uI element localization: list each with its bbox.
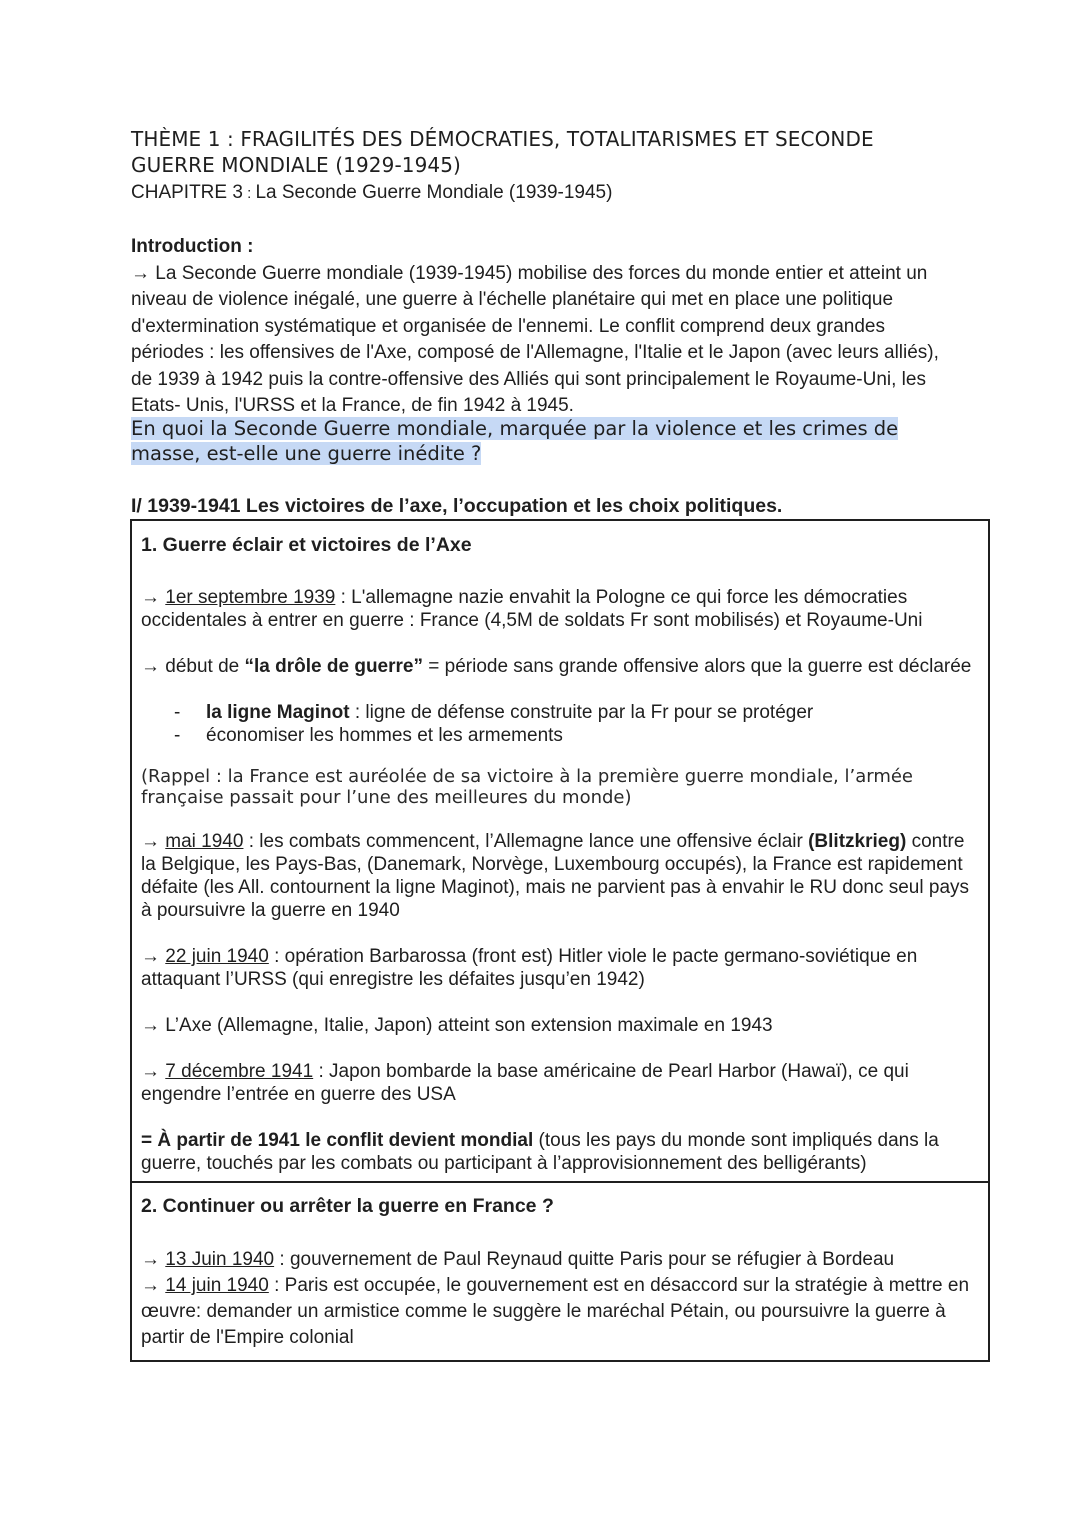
question-line1: En quoi la Seconde Guerre mondiale, marquée par la violence et les crimes de <box>131 417 899 440</box>
part1-box <box>130 519 990 1182</box>
theme-title <box>131 126 951 178</box>
bold-ligne-maginot: la ligne Maginot <box>206 702 350 723</box>
text-conflit-mondial: (tous les pays du monde sont impliqués dans la guerre, touchés par les combats ou participant à l’approvisionnement des belligérants) <box>141 1130 939 1174</box>
date-juin-1940: 22 juin 1940 <box>165 946 269 967</box>
chapter-title <box>131 181 612 206</box>
text-drole: = période sans grande offensive alors que la guerre est déclarée <box>422 656 972 677</box>
paragraph-juin-1940 <box>141 945 981 991</box>
date-dec-1941: 7 décembre 1941 <box>165 1061 314 1082</box>
part2-title: 2. Continuer ou arrêter la guerre en France ? <box>141 1195 554 1217</box>
rappel-note: (Rappel : la France est auréolée de sa victoire à la première guerre mondiale, l’armée française passait pour l’une des meilleures du monde) <box>141 766 913 808</box>
introduction-body: → La Seconde Guerre mondiale (1939-1945) mobilise des forces du monde entier et atteint un niveau de violence inégalé, une guerre à l'échelle planétaire qui met en place une politique d'extermination systématique et organisée de l'ennemi. Le conflit comprend deux grandes périodes : les offensives de l'Axe, composé de l'Allemagne, l'Italie et le Japon (avec leurs alliés), de 1939 à 1942 puis la contre-offensive des Alliés qui sont principalement le Royaume-Uni, les Etats- Unis, l'URSS et la France, de fin 1942 à 1945. <box>131 262 939 416</box>
text-14-juin: : Paris est occupée, le gouvernement est en désaccord sur la stratégie à mettre en œuvre: demander un armistice comme le suggère le maréchal Pétain, ou poursuivre la guerre à partir de l'Empire colonial <box>141 1275 970 1348</box>
paragraph-axe-extension: → L’Axe (Allemagne, Italie, Japon) atteint son extension maximale en 1943 <box>141 1015 773 1036</box>
paragraph-sept-1939 <box>141 586 981 632</box>
bold-conflit-mondial: = À partir de 1941 le conflit devient mondial <box>141 1130 534 1151</box>
text-1939: : L'allemagne nazie envahit la Pologne ce qui force les démocraties occidentales à entrer en guerre : France (4,5M de soldats Fr sont mobilisés) et Royaume-Uni <box>141 587 923 631</box>
text-13-juin: : gouvernement de Paul Reynaud quitte Paris pour se réfugier à Bordeau <box>274 1249 895 1270</box>
chapter-name: La Seconde Guerre Mondiale (1939-1945) <box>255 182 613 203</box>
arrow-glyph: → <box>141 1275 166 1296</box>
question-line2: masse, est-elle une guerre inédite ? <box>131 442 482 465</box>
paragraph-mai-1940 <box>141 830 981 922</box>
paragraph-drole-de-guerre <box>141 655 981 678</box>
arrow-glyph: → <box>141 831 166 852</box>
text-mai-1940-b: contre la Belgique, les Pays-Bas, (Danemark, Norvège, Luxembourg occupés), la France est rapidement défaite (les All. contournent la ligne Maginot), mais ne parvient pas à envahir le RU donc seul pays à poursuivre la guerre en 1940 <box>141 831 970 921</box>
bold-blitzkrieg: (Blitzkrieg) <box>808 831 907 852</box>
introduction-heading: Introduction : <box>131 236 254 257</box>
chapter-separator: : <box>242 185 256 202</box>
part1-title: 1. Guerre éclair et victoires de l’Axe <box>141 534 472 556</box>
date-1939: 1er septembre 1939 <box>165 587 336 608</box>
arrow-glyph: → <box>141 587 166 608</box>
introduction <box>131 234 961 420</box>
paragraph-paris-occupee <box>141 1273 981 1351</box>
text-pearl-harbor: : Japon bombarde la base américaine de Pearl Harbor (Hawaï), ce qui engendre l’entrée en guerre des USA <box>141 1061 909 1105</box>
theme-title-line1: THÈME 1 : FRAGILITÉS DES DÉMOCRATIES, TOTALITARISMES ET SECONDE <box>131 127 874 151</box>
part2-box <box>130 1181 990 1362</box>
bold-drole-de-guerre: “la drôle de guerre” <box>244 656 423 677</box>
list-item <box>174 724 954 747</box>
arrow-glyph: → <box>141 1249 166 1270</box>
text-mai-1940-a: : les combats commencent, l’Allemagne lance une offensive éclair <box>243 831 809 852</box>
chapter-label: CHAPITRE 3 <box>131 182 243 203</box>
problematique-question <box>131 416 941 466</box>
paragraph-conflit-mondial <box>141 1129 981 1175</box>
date-14-juin: 14 juin 1940 <box>165 1275 269 1296</box>
arrow-glyph: → <box>141 946 166 967</box>
date-13-juin: 13 Juin 1940 <box>165 1249 275 1270</box>
bullet-list <box>174 701 954 747</box>
list-item <box>174 701 954 724</box>
theme-title-line2: GUERRE MONDIALE (1929-1945) <box>131 153 461 177</box>
bullet1-text: : ligne de défense construite par la Fr pour se protéger <box>349 702 814 723</box>
paragraph-reynaud <box>141 1247 981 1273</box>
arrow-glyph: → <box>141 1061 166 1082</box>
section-heading: I/ 1939-1941 Les victoires de l’axe, l’occupation et les choix politiques. <box>131 495 783 517</box>
bullet2-text: économiser les hommes et les armements <box>206 725 563 746</box>
paragraph-pearl-harbor <box>141 1060 981 1106</box>
date-mai-1940: mai 1940 <box>165 831 244 852</box>
prefix-drole: → début de <box>141 656 245 677</box>
text-juin-1940: : opération Barbarossa (front est) Hitler viole le pacte germano-soviétique en attaquant l’URSS (qui enregistre les défaites jusqu’en 1942) <box>141 946 918 990</box>
